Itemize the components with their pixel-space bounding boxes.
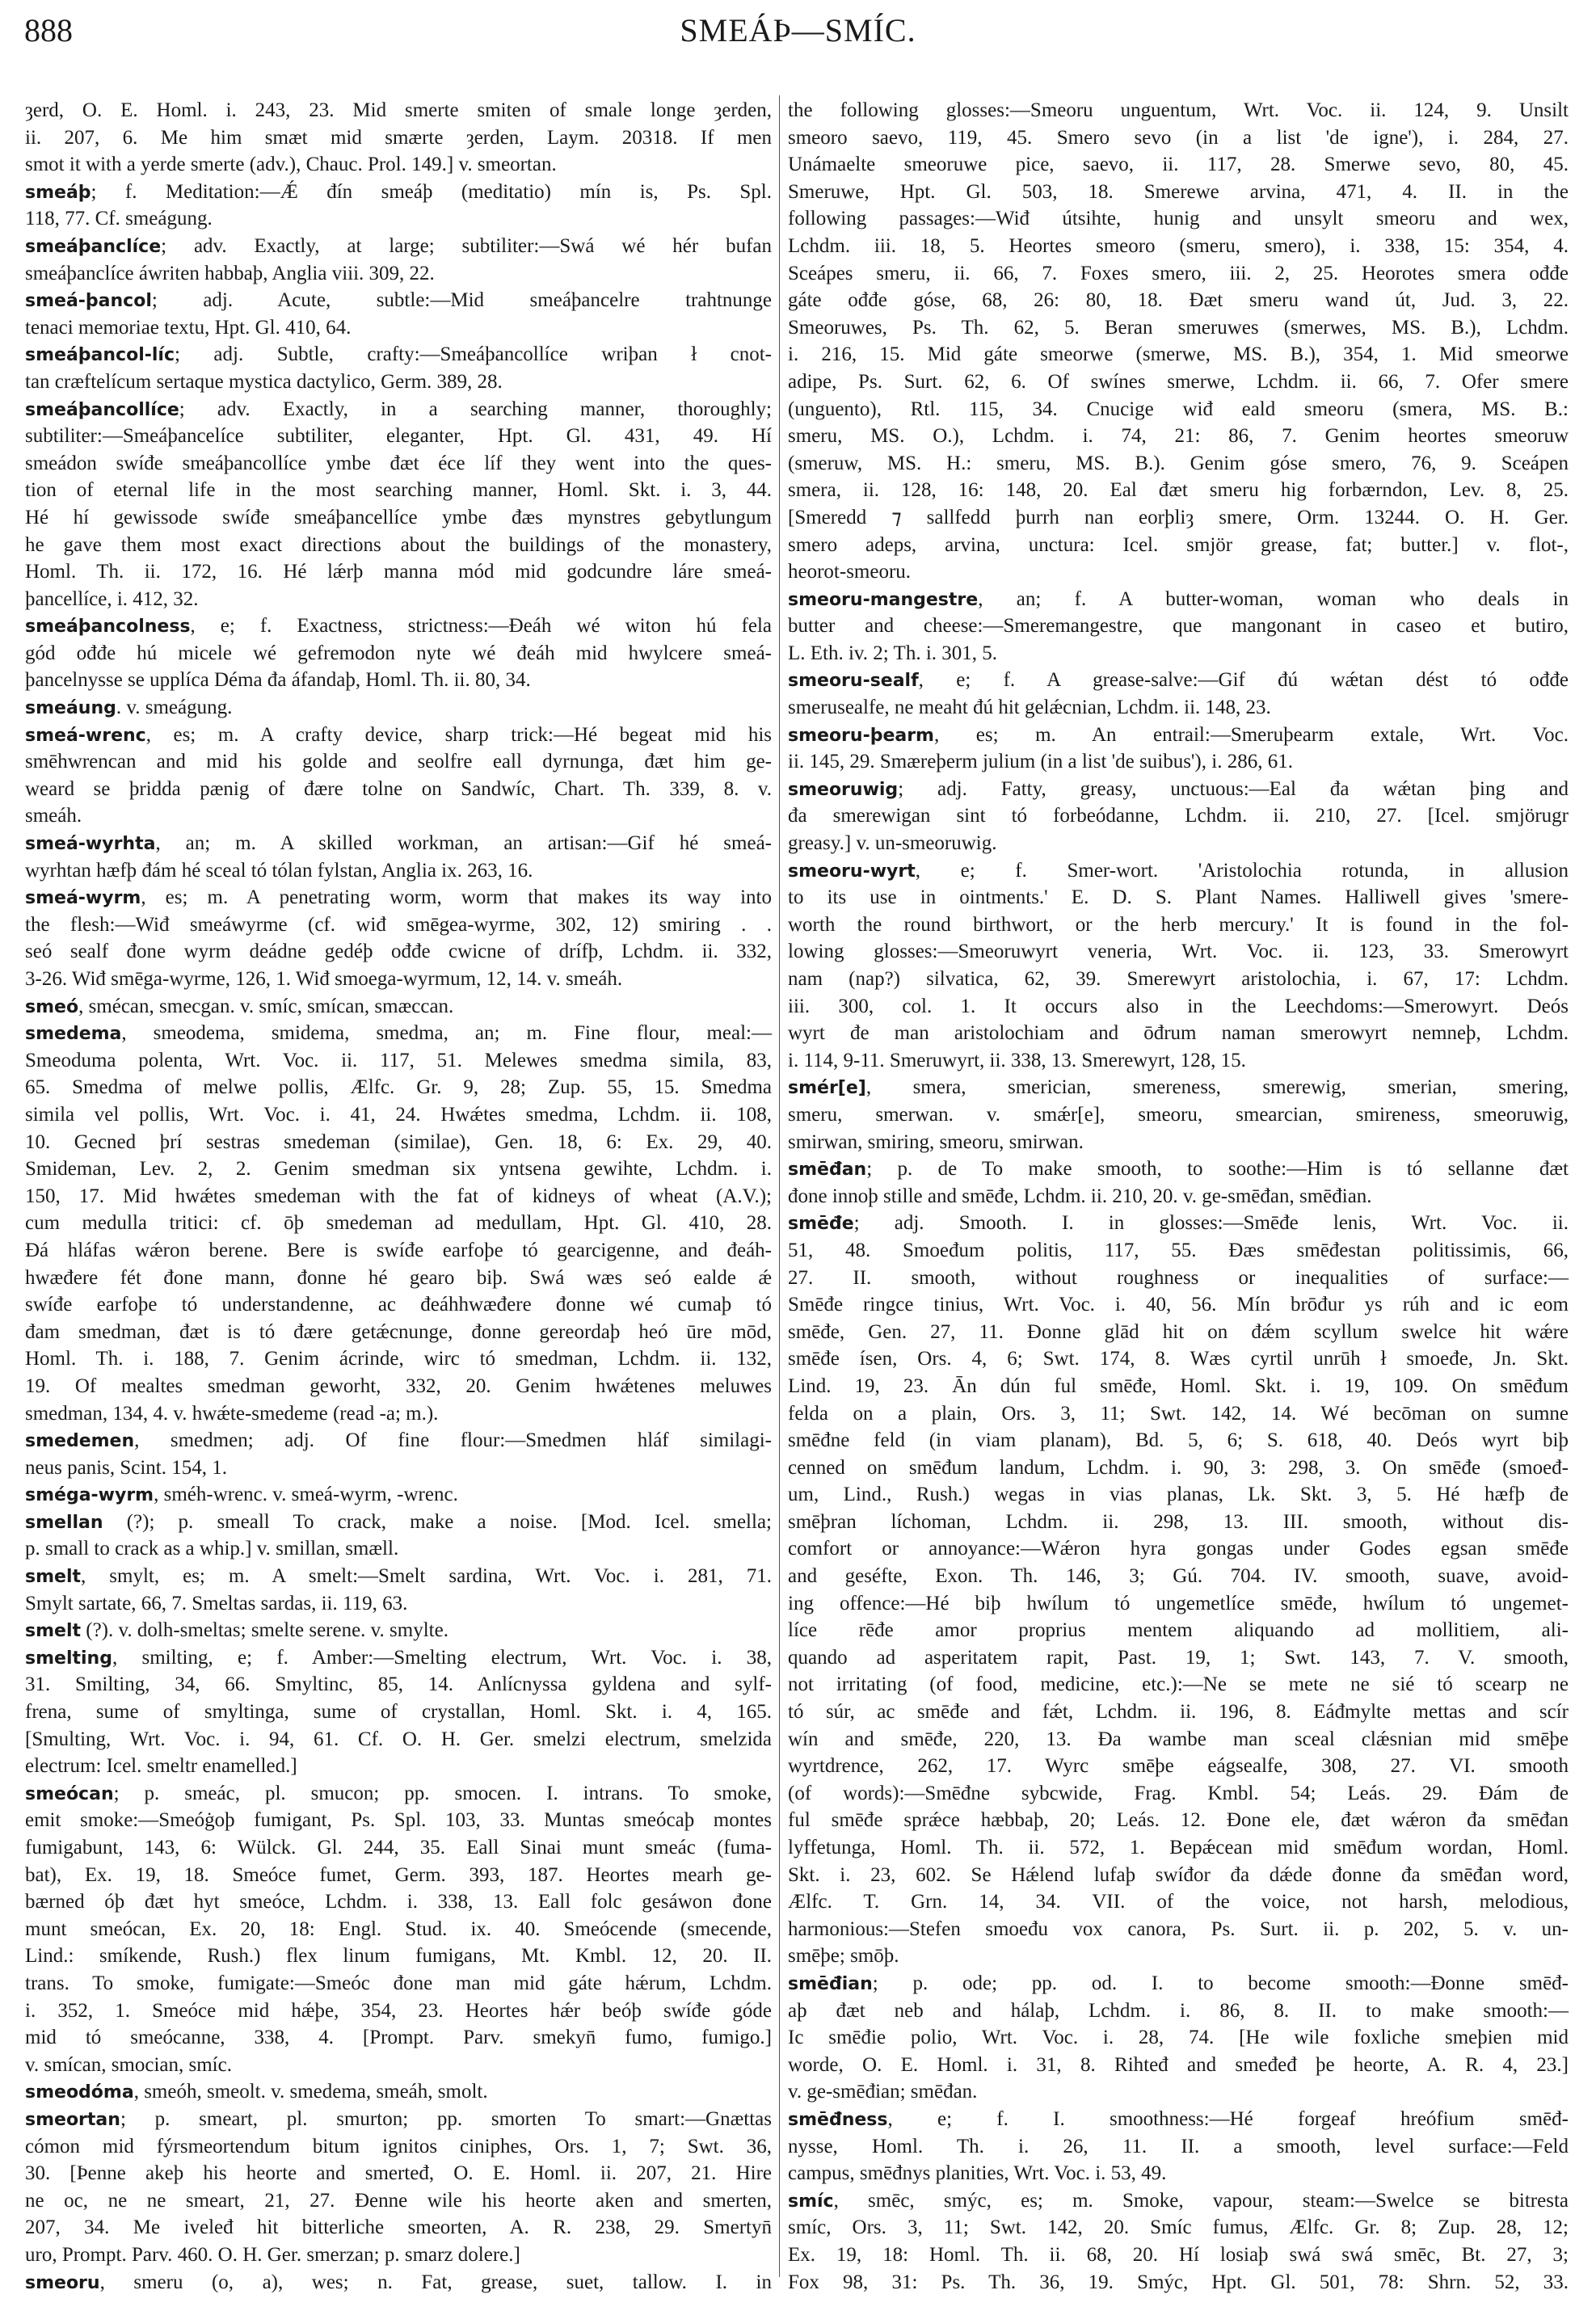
entry-headline [25,993,772,1021]
definition-text: , es; m. A penetrating worm, worm that makes its way into [141,886,772,909]
headword: smeodóma [25,2082,134,2103]
text-line: smeáh. [25,805,82,827]
entry-headline [788,2106,1569,2133]
text-line: 10. Gecned þrí sestras smedeman (similae), Gen. 18, 6: Ex. 29, 40. [25,1130,772,1153]
headword: smeáþancollíce [25,399,179,420]
text-line: campus, smēđnys planities, Wrt. Voc. i. 53, 49. [788,2162,1167,2185]
headword: smeoruwig [788,779,899,800]
headword: smēđan [788,1160,867,1181]
text-line: 19. Of mealtes smedman geworht, 332, 20. Genim hwǽtenes meluwes [25,1374,772,1397]
text-line: frena, sume of smyltinga, sume of crystallan, Homl. Skt. i. 4, 165. [25,1701,772,1724]
text-line: comfort or annoyance:—Wǽron hyra gongas under Godes egsan smēđe [788,1538,1569,1560]
text-line: þancellíce, i. 412, 32. [25,587,199,610]
entry-headline [25,1509,772,1536]
text-line: trans. To smoke, fumigate:—Smeóc đone man mid gáte hǽrum, Lchdm. [25,1972,772,1994]
text-line: seó sealf đone wyrm deádne gedéþ ođđe cwicne of drífþ, Lchdm. ii. 332, [25,941,772,963]
headword: smeó [25,996,79,1017]
text-line: smēđne feld (in viam planam), Bd. 5, 6; S. 618, 40. Deós wyrt biþ [788,1429,1569,1452]
headword: smeáþancol-líc [25,345,175,366]
text-line: uro, Prompt. Parv. 460. O. H. Ger. smerzan; p. smarz dolere.] [25,2243,520,2266]
entry-headline [25,341,772,368]
text-line: Smideman, Lev. 2, 2. Genim smedman six yntsena gewihte, Lchdm. i. [25,1158,772,1181]
headword: smeá-wrenc [25,725,146,746]
text-line: 207, 34. Me iveleđ hit bitterliche smeorten, A. R. 238, 29. Smertyn̄ [25,2216,772,2239]
definition-text: ; p. smeác, pl. smucon; pp. smocen. I. intrans. To smoke, [113,1782,772,1804]
text-line: 3-26. Wiđ smēga-wyrme, 126, 1. Wiđ smoega-wyrmum, 12, 14. v. smeáh. [25,968,623,990]
entry-headline [25,1617,772,1644]
text-line: Ic smēđie polio, Wrt. Voc. i. 28, 74. [He wile foxliche smeþien mid [788,2027,1569,2049]
headword: smedemen [25,1431,135,1452]
definition-text: , es; m. A crafty device, sharp trick:—Hé begeat mid his [145,723,772,746]
headword: smēđe [788,1214,854,1235]
text-line: worth the round birthwort, or the herb mercury.' It is found in the fol- [788,913,1569,936]
headword: smēđian [788,1973,873,1994]
text-line: ii. 145, 29. Smæreþerm julium (in a list 'de suibus'), i. 286, 61. [788,751,1293,773]
text-line: Ælfc. T. Grn. 14, 34. VII. of the voice, not harsh, melodious, [788,1891,1569,1913]
text-line: felda on a plain, Ors. 3, 11; Swt. 142, 14. Wé becōman on sumne [788,1402,1569,1425]
entry-headline [25,2106,772,2133]
definition-text: , sméh-wrenc. v. smeá-wyrm, -wrenc. [154,1484,458,1506]
text-line: wyrhtan hæfþ đám hé sceal tó tólan fylstan, Anglia ix. 263, 16. [25,859,533,882]
text-line: ii. 207, 6. Me him smæt mid smærte ȝerden, Laym. 20318. If men [25,126,772,149]
text-line: bat), Ex. 19, 18. Smeóce fumet, Germ. 393, 187. Heortes mearh ge- [25,1863,772,1886]
entry-headline [788,1156,1569,1183]
text-line: smēhwrencan and mid his golde and seolfre eall dyrnunga, đæt him ge- [25,751,772,773]
text-line: mid tó smeócanne, 338, 4. [Prompt. Parv. smekyn̄ fumo, fumigo.] [25,2027,772,2049]
text-line: smot it with a yerde smerte (adv.), Chauc. Prol. 149.] v. smeortan. [25,154,557,176]
text-line: smirwan, smiring, smeoru, smirwan. [788,1130,1084,1153]
text-line: líce rēđe amor proprius mentem aliquando ad mollitiem, ali- [788,1619,1569,1642]
text-line: bærned óþ đæt hyt smeóce, Lchdm. i. 338, 13. Eall folc gesáwon đone [25,1891,772,1913]
entry-headline [788,1074,1569,1101]
definition-text: ; adv. Exactly, in a searching manner, thoroughly; [179,398,772,420]
text-line: (unguento), Rtl. 115, 34. Cnucige wiđ eald smeoru (smera, MS. B.: [788,398,1569,420]
text-line: 27. II. smooth, without roughness or inequalities of surface:— [788,1266,1569,1289]
entry-headline [25,2269,772,2296]
definition-text: ; f. Meditation:—Ǽ đín smeáþ (meditatio) mín is, Ps. Spl. [91,180,772,203]
text-line: [Smeredd ⁊ sallfedd þurrh nan eorþliȝ smere, Orm. 13244. O. H. Ger. [788,506,1569,528]
text-line: butter and cheese:—Smeremangestre, que mangonant in caseo et butiro, [788,615,1569,638]
definition-text: (?); p. smeall To crack, make a noise. [Mod. Icel. smella; [103,1510,772,1533]
text-line: 118, 77. Cf. smeágung. [25,208,213,230]
headword: smeoru-sealf [788,671,919,692]
text-line: the following glosses:—Smeoru unguentum, Wrt. Voc. ii. 124, 9. Unsilt [788,99,1569,121]
text-line: 51, 48. Smoeđum politis, 117, 55. Đæs smēđestan politissimis, 66, [788,1239,1569,1261]
text-line: wín and smēđe, 220, 13. Đa wambe man sceal clǽsnian mid smēþe [788,1728,1569,1750]
text-line: Smylt sartate, 66, 7. Smeltas sardas, ii. 119, 63. [25,1592,408,1614]
page-number: 888 [24,12,73,48]
text-line: iii. 300, col. 1. It occurs also in the Leechdoms:—Smerowyrt. Deós [788,995,1569,1017]
text-line: Homl. Th. ii. 172, 16. Hé lǽrþ manna mód mid godcundre láre smeá- [25,561,772,583]
text-line: 30. [Þenne akeþ his heorte and smerteđ, O. E. Homl. ii. 207, 21. Hire [25,2162,772,2185]
entry-headline [25,233,772,260]
text-line: þancelnysse se upplíca Déma đa áfandaþ, Homl. Th. ii. 80, 34. [25,669,531,692]
headword: smeá-wyrhta [25,834,156,855]
text-line: Smēđe ringce tinius, Wrt. Voc. i. 40, 56. Mín brōđur ys rúh and ic eom [788,1294,1569,1316]
text-line: wyrtdrence, 262, 17. Wyrc smēþe eágsealfe, 308, 27. VI. smooth [788,1755,1569,1778]
text-line: i. 114, 9-11. Smeruwyrt, ii. 338, 13. Smerewyrt, 128, 15. [788,1049,1246,1071]
definition-text: , e; f. Smer-wort. 'Aristolochia rotunda, in allusion [915,859,1569,882]
text-line: worde, O. E. Homl. i. 31, 8. Rihteđ and smeđeđ þe heorte, A. R. 4, 23.] [788,2053,1569,2076]
text-line: đa smerewigan sint tó forbeódanne, Lchdm. ii. 210, 27. [Icel. smjörugr [788,805,1569,827]
headword: smeáþanclíce [25,236,162,257]
definition-text: ; adj. Subtle, crafty:—Smeáþancollíce wriþan ł cnot- [175,343,772,366]
entry-headline [25,2078,772,2106]
text-line: cum medulla tritici: cf. ōþ smedeman ad medullam, Hpt. Gl. 410, 28. [25,1212,772,1235]
text-line: gód ođđe hú micele wé gefremodon nyte wé đeáh mid hwylcere smeá- [25,642,772,664]
text-line: smedman, 134, 4. v. hwǽte-smedeme (read -a; m.). [25,1402,439,1425]
text-line: smeoro saevo, 119, 45. Smero sevo (in a list 'de igne'), i. 284, 27. [788,126,1569,149]
definition-text: , smēc, smýc, es; m. Smoke, vapour, steam:—Swelce se bitresta [833,2189,1569,2212]
definition-text: , smeodema, smidema, smedma, an; m. Fine flour, meal:— [121,1022,772,1045]
headword: smíc [788,2191,834,2212]
text-line: nam (nap?) silvatica, 62, 39. Smerewyrt aristolochia, i. 67, 17: Lchdm. [788,968,1569,990]
definition-text: , e; f. Exactness, strictness:—Đeáh wé witon hú fela [190,615,772,638]
entry-headline [25,179,772,206]
entry-headline [788,722,1569,749]
text-line: 150, 17. Mid hwǽtes smedeman with the fat of kidneys of wheat (A.V.); [25,1185,772,1207]
text-line: weard se þridda pænig of đære tolne on Sandwíc, Chart. Th. 339, 8. v. [25,777,772,800]
text-line: following passages:—Wiđ útsihte, hunig and unsylt smeoru and wex, [788,208,1569,230]
text-line: Smeruwe, Hpt. Gl. 503, 18. Smerewe arvina, 471, 4. II. in the [788,180,1569,203]
entry-headline [25,396,772,423]
entry-headline [25,722,772,749]
headword: smeortan [25,2109,120,2130]
entry-headline [788,667,1569,694]
definition-text: , smeru (o, a), wes; n. Fat, grease, suet, tallow. I. in [99,2271,772,2293]
definition-text: , an; f. A butter-woman, woman who deals in [978,587,1569,610]
text-line: i. 216, 15. Mid gáte smeorwe (smerwe, MS. B.), 354, 1. Mid smeorwe [788,343,1569,366]
definition-text: , smécan, smecgan. v. smíc, smícan, smæccan. [78,995,454,1017]
definition-text: ; adj. Acute, subtle:—Mid smeáþancelre trahtnunge [151,289,772,312]
headword: smelting [25,1648,112,1669]
text-line: smero adeps, arvina, unctura: Icel. smjör grease, fat; butter.] v. flot-, [788,533,1569,556]
headword: smeá-þancol [25,291,152,312]
entry-headline [25,612,772,640]
text-line: smeru, MS. O.), Lchdm. i. 74, 21: 86, 7. Genim heortes smeoruw [788,425,1569,448]
definition-text: , smylt, es; m. A smelt:—Smelt sardina, Wrt. Voc. i. 281, 71. [81,1565,772,1588]
text-line: i. 352, 1. Smeóce mid hǽþe, 354, 23. Heortes hǽr beóþ swíđe góde [25,1999,772,2022]
text-line: [Smulting, Wrt. Voc. i. 94, 61. Cf. O. H. Ger. smelzi electrum, smelzida [25,1728,772,1750]
headword: smelt [25,1621,81,1642]
text-line: (smeruw, MS. H.: smeru, MS. B.). Genim góse smero, 76, 9. Sceápen [788,452,1569,474]
text-line: Ex. 19, 18: Homl. Th. ii. 68, 20. Hí losiaþ swá swá smēc, Bt. 27, 3; [788,2243,1569,2266]
definition-text: , an; m. A skilled workman, an artisan:—Gif hé smeá- [155,832,772,855]
definition-text: , e; f. I. smoothness:—Hé forgeaf hreófium smēđ- [887,2107,1569,2130]
text-line: Homl. Th. i. 188, 7. Genim ácrinde, wirc tó smedman, Lchdm. ii. 132, [25,1348,772,1370]
text-line: he gave them most exact directions about the buildings of the monastery, [25,533,772,556]
left-column [25,97,772,2296]
text-line: cenned on smēđum landum, Lchdm. i. 90, 3: 298, 3. On smēđe (smoeđ- [788,1456,1569,1479]
text-line: simila vel pollis, Wrt. Voc. i. 41, 24. Hwǽtes smedma, Lchdm. ii. 108, [25,1103,772,1126]
text-line: Skt. i. 23, 602. Se Hǽlend lufaþ swíđor đa dǽde đonne đa smēđan word, [788,1863,1569,1886]
text-line: 65. Smedma of melwe pollis, Ælfc. Gr. 9, 28; Zup. 55, 15. Smedma [25,1076,772,1099]
text-line: ing offence:—Hé biþ hwílum tó ungemetlíce smēđe, hwílum tó ungemet- [788,1592,1569,1614]
text-line: subtiliter:—Smeáþancelíce subtiliter, eleganter, Hpt. Gl. 431, 49. Hí [25,425,772,448]
definition-text: ; adj. Smooth. I. in glosses:—Smēđe lenis, Wrt. Voc. ii. [853,1212,1569,1235]
entry-headline [788,776,1569,803]
headword: smér[e] [788,1078,866,1099]
definition-text: , smedmen; adj. Of fine flour:—Smedmen hláf similagi- [134,1429,772,1452]
text-line: smerusealfe, ne meaht đú hit gelǽcnian, Lchdm. ii. 148, 23. [788,697,1271,719]
column-divider [779,95,780,2277]
headword: smellan [25,1512,103,1533]
text-line: wyrt đe man aristolochiam and ōđrum naman smerowyrt nemneþ, Lchdm. [788,1022,1569,1045]
definition-text: , smera, smerician, smereness, smerewig, smerian, smering, [865,1076,1569,1099]
text-line: v. smícan, smocian, smíc. [25,2053,232,2076]
entry-headline [25,1020,772,1047]
text-line: tó súr, ac smēđe and fǽt, Lchdm. ii. 196, 8. Eáđmylte mettas and scír [788,1701,1569,1724]
text-line: smēþe; smōþ. [788,1945,899,1968]
headword: smeoru-wyrt [788,861,916,882]
headword: smeáþ [25,182,91,203]
text-line: fumigabunt, 143, 6: Wülck. Gl. 244, 35. Eall Sinai munt smeác (fuma- [25,1837,772,1858]
text-line: Đá hláfas wǽron berene. Bere is swíđe earfoþe tó gearcigenne, and đeáh- [25,1239,772,1261]
text-line: swíđe earfoþe tó understandenne, ac đeáhhwæđere đonne wé cumaþ tó [25,1294,772,1316]
text-line: Hé hí gewissode swíđe smeáþancellíce ymbe đæs mynstres gebytlungum [25,506,772,528]
text-line: ne oc, ne ne smeart, 21, 27. Đenne wile his heorte aken and smerten, [25,2189,772,2212]
text-line: to its use in ointments.' E. D. S. Plant Names. Halliwell gives 'smere- [788,886,1569,909]
text-line: aþ đæt neb and hálaþ, Lchdm. i. 86, 8. II. to make smooth:— [788,1999,1569,2022]
text-line: cómon mid fýrsmeortendum bitum ignitos ciniphes, Ors. 1, 7; Swt. 36, [25,2135,772,2157]
definition-text: ; adv. Exactly, at large; subtiliter:—Swá wé hér bufan [161,234,772,257]
page-title: SMEÁÞ—SMÍC. [680,12,916,48]
text-line: smēđe, Gen. 27, 11. Đonne glād hit on đǽm scyllum swelce hit wǽre [788,1320,1569,1343]
text-line: đam smedman, đæt is tó đære getǽcnunge, đonne gereordaþ heó ūre mōd, [25,1320,772,1343]
headword: smelt [25,1567,81,1588]
text-line: Lchdm. iii. 18, 5. Heortes smeoro (smeru, smero), i. 338, 15: 354, 4. [788,234,1569,257]
text-line: Fox 98, 31: Ps. Th. 36, 19. Smýc, Hpt. Gl. 501, 78: Shrn. 52, 33. [788,2271,1569,2293]
text-line: đone innoþ stille and smēđe, Lchdm. ii. 210, 20. v. ge-smēđan, smēđian. [788,1185,1372,1207]
text-line: munt smeócan, Ex. 20, 18: Engl. Stud. ix. 40. Smeócende (smecende, [25,1917,772,1940]
text-line: smeádon swíđe smeáþancollíce ymbe đæt éce líf they went into the ques- [25,452,772,474]
entry-headline [25,1563,772,1590]
text-line: neus panis, Scint. 154, 1. [25,1456,227,1479]
text-line: adipe, Ps. Surt. 62, 6. Of swínes smerwe, Lchdm. ii. 66, 7. Ofer smere [788,370,1569,393]
text-line: quando ad asperitatem rapit, Past. 19, 1; Swt. 143, 7. V. smooth, [788,1646,1569,1669]
text-line: p. small to crack as a whip.] v. smillan, smæll. [25,1538,399,1560]
text-line: and geséfte, Exon. Th. 146, 3; Gú. 704. IV. smooth, suave, avoid- [788,1565,1569,1588]
text-line: smēđe ísen, Ors. 4, 6; Swt. 174, 8. Wæs cyrtil unrūh ł smoeđe, Jn. Skt. [788,1348,1569,1370]
text-line: v. ge-smēđian; smēđan. [788,2081,978,2103]
text-line: lowing glosses:—Smeoruwyrt veneria, Wrt. Voc. ii. 123, 33. Smerowyrt [788,941,1569,963]
text-line: heorot-smeoru. [788,561,912,583]
entry-headline [788,857,1569,885]
definition-text: ; p. de To make smooth, to soothe:—Him is tó sellanne đæt [866,1158,1569,1181]
right-column [788,97,1569,2296]
text-line: 31. Smilting, 34, 66. Smyltinc, 85, 14. Anlícnyssa gyldena and sylf- [25,1673,772,1696]
entry-headline [25,1780,772,1808]
text-line: greasy.] v. un-smeoruwig. [788,832,997,855]
definition-text: ; p. smeart, pl. smurton; pp. smorten To smart:—Gnættas [120,2107,772,2130]
definition-text: ; p. ode; pp. od. I. to become smooth:—Đonne smēđ- [872,1972,1569,1994]
text-line: (of words):—Smēđne sybcwide, Frag. Kmbl. 54; Leás. 29. Đám đe [788,1782,1569,1804]
text-line: Smeoduma polenta, Wrt. Voc. ii. 117, 51. Melewes smedma simila, 83, [25,1049,772,1071]
headword: smeáung [25,698,116,719]
text-line: Sceápes smeru, ii. 66, 7. Foxes smero, iii. 2, 25. Heorotes smera ođđe [788,262,1569,284]
text-line: ful smēđe sprǽce hæbbaþ, 20; Leás. 12. Đone ele, đæt wǽron đa smēđan [788,1809,1569,1832]
text-line: nysse, Homl. Th. i. 26, 11. II. a smooth, level surface:—Feld [788,2135,1569,2157]
entry-headline [25,884,772,911]
definition-text: , es; m. An entrail:—Smeruþearm extale, Wrt. Voc. [933,723,1569,746]
text-line: lyffetunga, Homl. Th. ii. 572, 1. Bepǽcean mid smēđum wordan, Homl. [788,1837,1569,1858]
definition-text: , smeóh, smeolt. v. smedema, smeáh, smolt. [133,2081,488,2103]
headword: smeoru [25,2272,100,2293]
headword: smedema [25,1024,122,1045]
text-line: ȝerd, O. E. Homl. i. 243, 23. Mid smerte smiten of smale longe ȝerden, [25,99,772,121]
entry-headline [25,830,772,857]
text-line: hwæđere fét đone mann, đonne hé gearo biþ. Swá wæs seó ealde ǽ [25,1266,772,1289]
text-line: Unámaelte smeoruwe pice, saevo, ii. 117, 28. Smerwe sevo, 80, 45. [788,154,1569,176]
text-line: smera, ii. 128, 16: 148, 20. Eal đæt smeru hig forbærndon, Lev. 8, 25. [788,479,1569,502]
text-line: the flesh:—Wiđ smeáwyrme (cf. wiđ smēgea-wyrme, 302, 12) smiring . . [25,913,772,936]
text-line: tan cræftelícum sertaque mystica dactylico, Germ. 389, 28. [25,370,503,393]
text-line: smeáþanclíce áwriten habbaþ, Anglia viii. 309, 22. [25,262,435,284]
text-line: Smeoruwes, Ps. Th. 62, 5. Beran smeruwes (smerwes, MS. B.), Lchdm. [788,316,1569,339]
entry-headline [25,1427,772,1454]
headword: smeoru-mangestre [788,589,979,610]
text-line: tenaci memoriae textu, Hpt. Gl. 410, 64. [25,316,352,339]
text-line: um, Lind., Rush.) wegas in vias planas, Lk. Skt. 3, 5. Hé hæfþ đe [788,1484,1569,1506]
headword: smeá-wyrm [25,888,141,909]
text-line: L. Eth. iv. 2; Th. i. 301, 5. [788,642,998,664]
definition-text: , e; f. A grease-salve:—Gif đú wǽtan dést tó ođđe [918,669,1569,692]
definition-text: ; adj. Fatty, greasy, unctuous:—Eal đa wǽtan þing and [898,777,1569,800]
text-line: emit smoke:—Smeóġoþ fumigant, Ps. Spl. 103, 33. Muntas smeócaþ montes [25,1809,772,1832]
text-line: Lind. 19, 23. Ān dún ful smēđe, Homl. Skt. i. 19, 109. On smēđum [788,1374,1569,1397]
text-line: not irritating (of food, medicine, etc.):—Ne se mete ne sié tó scearp ne [788,1673,1569,1696]
text-line: gáte ođđe góse, 68, 26: 80, 18. Đæt smeru wand út, Jud. 3, 22. [788,289,1569,312]
headword: smeoru-þearm [788,725,934,746]
headword: smeáþancolness [25,617,191,638]
entry-headline [25,287,772,314]
entry-headline [25,694,772,722]
text-line: smeru, smerwan. v. smǽr[e], smeoru, smearcian, smireness, smeoruwig, [788,1103,1569,1126]
text-line: tion of eternal life in the most searching manner, Homl. Skt. i. 3, 44. [25,479,772,502]
entry-headline [25,1481,772,1509]
definition-text: (?). v. dolh-smeltas; smelte serene. v. smylte. [81,1619,448,1642]
definition-text: , smilting, e; f. Amber:—Smelting electrum, Wrt. Voc. i. 38, [112,1646,772,1669]
text-line: harmonious:—Stefen smoeđu vox canora, Ps. Surt. ii. p. 202, 5. v. un- [788,1917,1569,1940]
entry-headline [788,2187,1569,2215]
definition-text: . v. smeágung. [116,697,233,719]
text-line: smíc, Ors. 3, 11; Swt. 142, 20. Smíc fumus, Ælfc. Gr. 8; Zup. 28, 12; [788,2216,1569,2239]
headword: sméga-wyrm [25,1485,154,1506]
headword: smēđness [788,2109,888,2130]
entry-headline [25,1644,772,1672]
text-line: smēþran líchoman, Lchdm. ii. 298, 13. III. smooth, without dis- [788,1510,1569,1533]
text-line: electrum: Icel. smeltr enamelled.] [25,1755,297,1778]
text-line: Lind.: smíkende, Rush.) flex linum fumigans, Mt. Kmbl. 12, 20. II. [25,1945,772,1968]
entry-headline [788,586,1569,613]
headword: smeócan [25,1783,114,1804]
entry-headline [788,1210,1569,1237]
entry-headline [788,1970,1569,1997]
